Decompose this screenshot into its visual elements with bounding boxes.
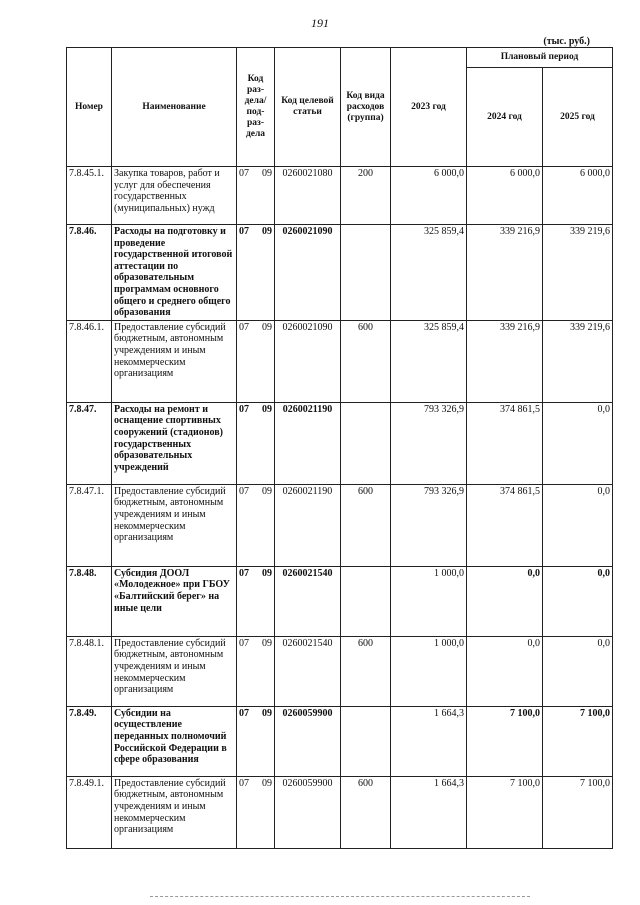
row-name: Закупка товаров, работ и услуг для обеспечения государственных (муниципальных) нужд [112,167,237,225]
row-value-2025: 339 219,6 [543,225,613,321]
row-value-2025: 6 000,0 [543,167,613,225]
row-name: Предоставление субсидий бюджетным, автономным учреждениям и иным некоммерческим организациям [112,320,237,402]
row-name: Расходы на подготовку и проведение государственной итоговой аттестации по образовательным программам основного общего и среднего общего образования [112,225,237,321]
row-value-2025: 7 100,0 [543,706,613,776]
header-planned-period: Плановый период [467,48,613,68]
table-row [67,706,613,776]
row-article-code: 0260021190 [275,402,341,484]
table-row [67,225,613,321]
subsection-code: 09 [262,637,272,649]
row-name: Предоставление субсидий бюджетным, автономным учреждениям и иным некоммерческим организациям [112,776,237,848]
row-article-code: 0260021540 [275,566,341,636]
row-article-code: 0260021080 [275,167,341,225]
row-number: 7.8.48.1. [67,636,112,706]
row-value-2024: 339 216,9 [467,225,543,321]
row-value-2023: 793 326,9 [391,484,467,566]
row-number: 7.8.46.1. [67,320,112,402]
row-section-code [237,776,275,848]
row-value-2024: 7 100,0 [467,776,543,848]
row-value-2023: 1 000,0 [391,636,467,706]
section-code: 07 [239,403,249,415]
row-expense-code: 600 [341,320,391,402]
row-value-2024: 7 100,0 [467,706,543,776]
row-number: 7.8.47. [67,402,112,484]
section-code: 07 [239,567,249,579]
row-article-code: 0260021540 [275,636,341,706]
row-number: 7.8.46. [67,225,112,321]
section-code: 07 [239,168,249,179]
row-section-code [237,167,275,225]
row-value-2024: 374 861,5 [467,484,543,566]
row-number: 7.8.45.1. [67,167,112,225]
section-code: 07 [239,226,249,237]
row-expense-code: 600 [341,776,391,848]
page-number: 191 [311,16,329,30]
row-name: Предоставление субсидий бюджетным, автономным учреждениям и иным некоммерческим организациям [112,636,237,706]
row-value-2024: 6 000,0 [467,167,543,225]
section-code: 07 [239,321,249,333]
row-value-2025: 0,0 [543,566,613,636]
header-section-code: Код раз-дела/ под-раз-дела [237,48,275,167]
section-code: 07 [239,777,249,789]
row-expense-code [341,706,391,776]
row-name: Субсидия ДООЛ «Молодежное» при ГБОУ «Балтийский берег» на иные цели [112,566,237,636]
row-name: Субсидии на осуществление переданных полномочий Российской Федерации в сфере образования [112,706,237,776]
row-section-code [237,225,275,321]
row-value-2023: 1 000,0 [391,566,467,636]
section-code: 07 [239,485,249,497]
subsection-code: 09 [262,168,272,179]
table-row [67,636,613,706]
units-label: (тыс. руб.) [543,36,590,47]
header-year-2024: 2024 год [467,68,543,167]
row-value-2023: 6 000,0 [391,167,467,225]
row-article-code: 0260021090 [275,225,341,321]
header-year-2025: 2025 год [543,68,613,167]
row-expense-code: 600 [341,636,391,706]
row-article-code: 0260059900 [275,776,341,848]
row-value-2023: 1 664,3 [391,776,467,848]
table-row [67,484,613,566]
subsection-code: 09 [262,707,272,719]
row-value-2023: 1 664,3 [391,706,467,776]
footer-divider [150,896,530,897]
header-expense-code: Код вида расходов (группа) [341,48,391,167]
row-section-code [237,402,275,484]
row-expense-code [341,566,391,636]
row-value-2025: 0,0 [543,484,613,566]
row-value-2023: 325 859,4 [391,320,467,402]
row-number: 7.8.48. [67,566,112,636]
header-year-2023: 2023 год [391,48,467,167]
row-value-2025: 0,0 [543,402,613,484]
header-article-code: Код целевой статьи [275,48,341,167]
row-section-code [237,706,275,776]
row-section-code [237,320,275,402]
row-expense-code [341,402,391,484]
budget-table [66,47,613,849]
row-name: Расходы на ремонт и оснащение спортивных сооружений (стадионов) государственных образовательных учреждений [112,402,237,484]
row-value-2024: 0,0 [467,636,543,706]
row-expense-code: 600 [341,484,391,566]
header-name: Наименование [112,48,237,167]
row-value-2024: 0,0 [467,566,543,636]
subsection-code: 09 [262,485,272,497]
table-row [67,320,613,402]
row-number: 7.8.49. [67,706,112,776]
subsection-code: 09 [262,321,272,333]
row-section-code [237,566,275,636]
subsection-code: 09 [262,567,272,579]
row-number: 7.8.47.1. [67,484,112,566]
subsection-code: 09 [262,226,272,237]
header-number: Номер [67,48,112,167]
row-value-2023: 325 859,4 [391,225,467,321]
row-value-2024: 339 216,9 [467,320,543,402]
subsection-code: 09 [262,403,272,415]
row-number: 7.8.49.1. [67,776,112,848]
row-article-code: 0260059900 [275,706,341,776]
row-value-2023: 793 326,9 [391,402,467,484]
row-section-code [237,484,275,566]
row-value-2025: 339 219,6 [543,320,613,402]
row-expense-code [341,225,391,321]
table-body [67,167,613,849]
row-article-code: 0260021190 [275,484,341,566]
row-value-2025: 0,0 [543,636,613,706]
row-value-2024: 374 861,5 [467,402,543,484]
section-code: 07 [239,707,249,719]
row-expense-code: 200 [341,167,391,225]
row-value-2025: 7 100,0 [543,776,613,848]
section-code: 07 [239,637,249,649]
row-article-code: 0260021090 [275,320,341,402]
subsection-code: 09 [262,777,272,789]
row-name: Предоставление субсидий бюджетным, автономным учреждениям и иным некоммерческим организациям [112,484,237,566]
row-section-code [237,636,275,706]
table-row [67,566,613,636]
table-row [67,776,613,848]
table-row [67,167,613,225]
table-row [67,402,613,484]
